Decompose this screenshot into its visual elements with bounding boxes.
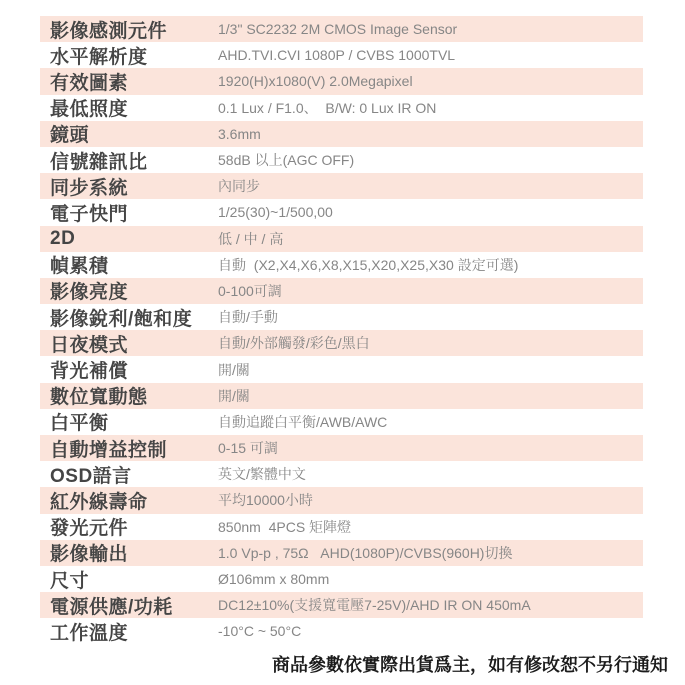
spec-label: 自動增益控制	[50, 439, 168, 461]
spec-value: 開/關	[218, 387, 250, 404]
table-row	[40, 592, 643, 618]
table-row	[40, 42, 643, 68]
spec-label: 影像感測元件	[50, 20, 168, 42]
spec-label: OSD語言	[50, 465, 132, 487]
spec-value: 低 / 中 / 高	[218, 230, 284, 247]
disclaimer-text: 商品參數依實際出貨爲主，如有修改恕不另行通知	[272, 654, 668, 675]
table-row	[40, 95, 643, 121]
spec-label: 2D	[50, 227, 76, 249]
spec-table	[40, 16, 643, 645]
spec-label: 影像亮度	[50, 282, 129, 304]
table-row	[40, 278, 643, 304]
spec-label: 影像輸出	[50, 544, 129, 566]
spec-label: 白平衡	[50, 413, 109, 435]
spec-value: 自動/手動	[218, 309, 278, 326]
spec-label: 信號雜訊比	[50, 151, 148, 173]
table-row	[40, 618, 643, 644]
spec-value: 自動 (X2,X4,X6,X8,X15,X20,X25,X30 設定可選)	[218, 256, 519, 273]
table-row	[40, 173, 643, 199]
spec-value: 3.6mm	[218, 125, 261, 142]
spec-value: 英文/繁體中文	[218, 466, 306, 483]
table-row	[40, 540, 643, 566]
spec-value: -10°C ~ 50°C	[218, 623, 302, 640]
table-row	[40, 147, 643, 173]
spec-label: 鏡頭	[50, 125, 90, 147]
spec-label: 尺寸	[50, 570, 90, 592]
spec-label: 發光元件	[50, 518, 129, 540]
spec-label: 日夜模式	[50, 334, 129, 356]
table-row	[40, 68, 643, 94]
spec-value: 自動追蹤白平衡/AWB/AWC	[218, 413, 388, 430]
spec-label: 數位寬動態	[50, 387, 148, 409]
spec-value: 0-100可調	[218, 282, 282, 299]
spec-value: 1920(H)x1080(V) 2.0Megapixel	[218, 73, 413, 90]
spec-value: 0.1 Lux / F1.0、 B/W: 0 Lux IR ON	[218, 99, 437, 116]
table-row	[40, 356, 643, 382]
table-row	[40, 487, 643, 513]
spec-value: DC12±10%(支援寬電壓7-25V)/AHD IR ON 450mA	[218, 597, 531, 614]
table-row	[40, 226, 643, 252]
spec-value: 0-15 可調	[218, 440, 278, 457]
spec-value: 1/25(30)~1/500,00	[218, 204, 333, 221]
table-row	[40, 514, 643, 540]
table-row	[40, 566, 643, 592]
spec-value: 開/關	[218, 361, 250, 378]
spec-value: 內同步	[218, 178, 260, 195]
spec-label: 有效圖素	[50, 72, 129, 94]
table-row	[40, 252, 643, 278]
spec-value: 1/3" SC2232 2M CMOS Image Sensor	[218, 21, 458, 38]
spec-value: 850nm 4PCS 矩陣燈	[218, 518, 352, 535]
spec-value: 58dB 以上(AGC OFF)	[218, 152, 355, 169]
spec-label: 工作溫度	[50, 622, 129, 644]
spec-label: 幀累積	[50, 256, 109, 278]
table-row	[40, 435, 643, 461]
spec-label: 紅外線壽命	[50, 491, 148, 513]
table-row	[40, 121, 643, 147]
spec-label: 背光補償	[50, 361, 129, 383]
table-row	[40, 383, 643, 409]
spec-label: 電子快門	[50, 203, 129, 225]
spec-label: 影像銳利/飽和度	[50, 308, 193, 330]
spec-value: 平均10000小時	[218, 492, 313, 509]
spec-label: 最低照度	[50, 99, 129, 121]
spec-value: 自動/外部觸發/彩色/黑白	[218, 335, 370, 352]
spec-value: Ø106mm x 80mm	[218, 571, 330, 588]
table-row	[40, 199, 643, 225]
spec-value: 1.0 Vp-p , 75Ω AHD(1080P)/CVBS(960H)切換	[218, 544, 513, 561]
table-row	[40, 461, 643, 487]
spec-label: 同步系統	[50, 177, 129, 199]
spec-label: 電源供應/功耗	[50, 596, 173, 618]
spec-value: AHD.TVI.CVI 1080P / CVBS 1000TVL	[218, 47, 456, 64]
table-row	[40, 304, 643, 330]
table-row	[40, 16, 643, 42]
table-row	[40, 330, 643, 356]
table-row	[40, 409, 643, 435]
spec-label: 水平解析度	[50, 46, 148, 68]
